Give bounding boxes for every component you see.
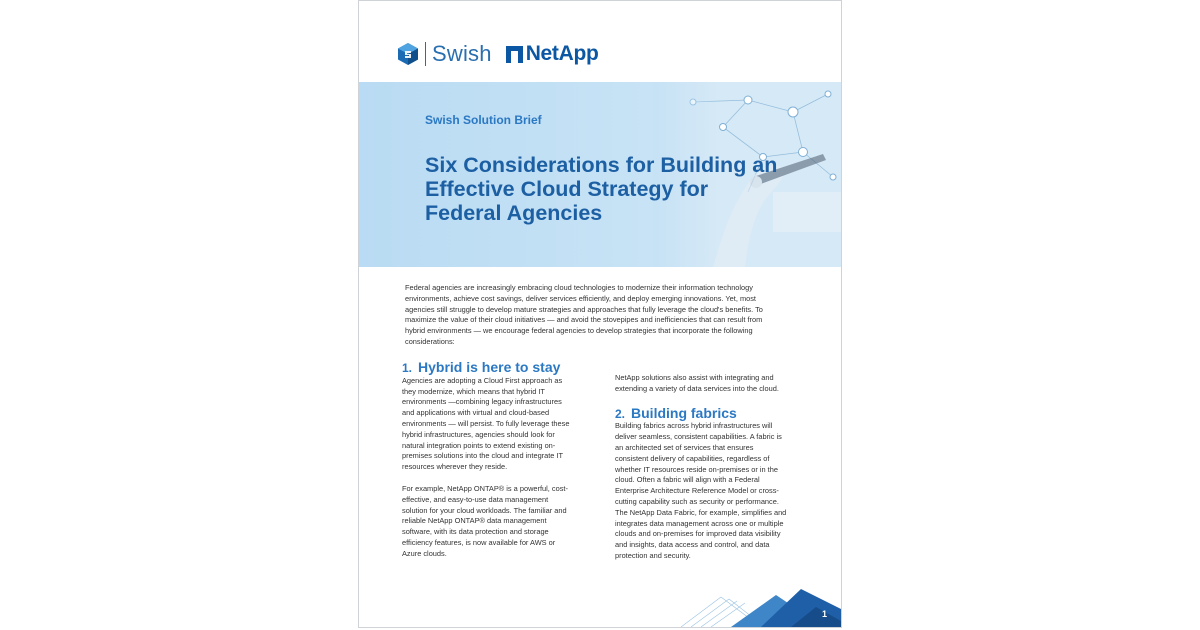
intro-paragraph (405, 283, 795, 348)
text-line: cutting capability such as security or performance. (615, 496, 779, 506)
text-line: consistent delivery of capabilities, regardless of (615, 453, 770, 463)
text-line: resources wherever they reside. (402, 462, 508, 472)
text-line: Enterprise Architecture Reference Model or cross- (615, 486, 779, 496)
text-line: Azure clouds. (402, 548, 447, 558)
text-line: hybrid environments — we encourage federal agencies to develop strategies that incorporate the following (405, 326, 753, 336)
text-line: Federal agencies are increasingly embracing cloud technologies to modernize their information technology (405, 283, 753, 292)
text-line: considerations: (405, 336, 455, 346)
netapp-logo-text: NetApp (525, 42, 599, 65)
right-column (615, 373, 805, 562)
text-line: clouds and on-premises for improved data visibility (615, 529, 781, 539)
text-line: effective, and easy-to-use data management (402, 494, 549, 504)
text-line: and applications with virtual and cloud-based (402, 408, 550, 418)
text-line: hybrid infrastructures, agencies should look for (402, 429, 555, 439)
netapp-n-icon (506, 46, 523, 63)
text-line: an architected set of services that ensures (615, 442, 754, 452)
text-line: and insights, data access and control, and data (615, 540, 770, 550)
text-line: protection and security. (615, 550, 691, 560)
title-line: Six Considerations for Building an (425, 153, 778, 177)
text-line: efficiency features, is now available for AWS or (402, 537, 556, 547)
left-column (402, 359, 592, 560)
text-line: environments, achieve cost savings, deliver services efficiently, and deploy emerging innovations. Yet, most (405, 293, 756, 303)
text-line: maximize the value of their cloud initiatives — and avoid the stovepipes and inefficiencies that can result from (405, 315, 763, 325)
right-paragraph-0 (615, 373, 805, 395)
text-line: software, with its data protection and storage (402, 527, 549, 537)
document-page (358, 0, 842, 628)
brief-kicker: Swish Solution Brief (425, 113, 542, 127)
text-line: premises solutions into the cloud and integrate IT (402, 451, 564, 461)
text-line: environments — will persist. To fully leverage these (402, 418, 570, 428)
corner-graphic (681, 587, 841, 627)
hero-banner (359, 82, 842, 267)
logo-bar (397, 40, 599, 68)
section-number: 2. (615, 406, 626, 421)
swish-logo-text: Swish (432, 41, 492, 66)
text-line: extending a variety of data services into the cloud. (615, 383, 779, 393)
section1-paragraph-2 (402, 484, 592, 560)
text-line: The NetApp Data Fabric, for example, simplifies and (615, 507, 787, 517)
section-title: Building fabrics (631, 404, 737, 421)
netapp-logo (506, 42, 599, 66)
page-number: 1 (821, 609, 827, 619)
title-line: Effective Cloud Strategy for (425, 177, 709, 201)
section-title: Hybrid is here to stay (418, 359, 561, 375)
section-heading-hybrid (402, 359, 592, 375)
text-line: environments —combining legacy infrastructures (402, 397, 562, 407)
text-line: deliver seamless, consistent capabilities. A fabric is (615, 432, 782, 442)
swish-cube-icon (397, 42, 419, 66)
text-line: reliable NetApp ONTAP® data management (402, 516, 547, 526)
text-line: cloud. Often a fabric will align with a Federal (615, 475, 760, 485)
text-line: integrates data management across one or multiple (615, 518, 784, 528)
text-line: they modernize, which means that hybrid IT (402, 386, 545, 396)
section2-paragraph-1 (615, 421, 805, 561)
text-line: Building fabrics across hybrid infrastructures will (615, 421, 773, 431)
logo-divider (425, 42, 426, 66)
text-line: NetApp solutions also assist with integrating and (615, 373, 774, 382)
section-heading-fabrics (615, 404, 805, 421)
section1-paragraph-1 (402, 376, 592, 473)
text-line: whether IT resources reside on-premises or in the (615, 464, 778, 474)
text-line: agencies still struggle to develop mature strategies and approaches that fully leverage the cloud's benefits. To (405, 304, 763, 314)
section-number: 1. (402, 361, 413, 375)
text-line: solution for your cloud workloads. The familiar and (402, 505, 567, 515)
text-line: natural integration points to extend existing on- (402, 440, 556, 450)
page-title (425, 153, 785, 225)
text-line: For example, NetApp ONTAP® is a powerful, cost- (402, 483, 568, 493)
text-line: Agencies are adopting a Cloud First approach as (402, 375, 563, 385)
title-line: Federal Agencies (425, 201, 603, 225)
